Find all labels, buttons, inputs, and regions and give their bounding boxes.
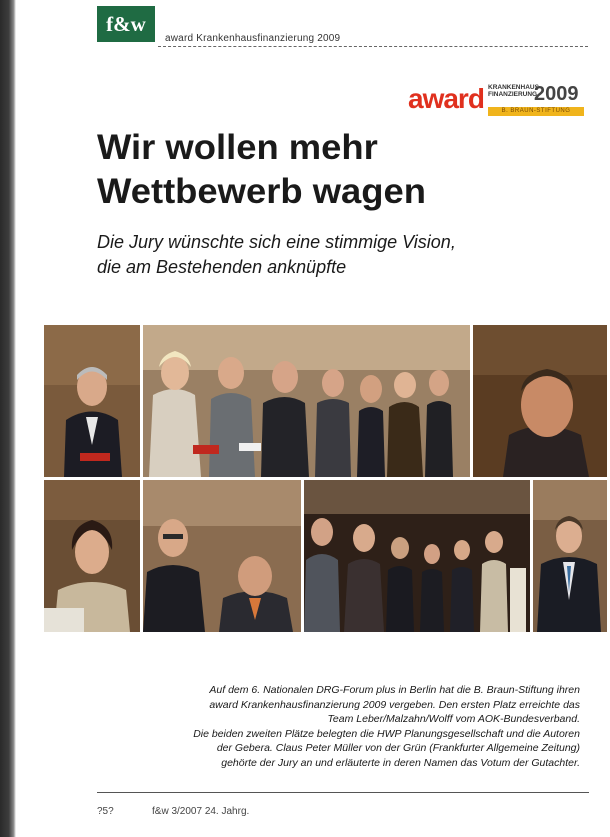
photo-caption: [100, 683, 580, 770]
caption-line-3: Team Leber/Malzahn/Wolff vom AOK-Bundesverband.: [327, 713, 580, 725]
award-badge-subtitle: [488, 84, 539, 98]
award-badge-bar: B. BRAUN-STIFTUNG: [488, 107, 584, 116]
award-badge-line1: KRANKENHAUS: [488, 84, 539, 91]
caption-line-6: gehörte der Jury an und erläuterte in deren Namen das Votum der Gutachter.: [221, 756, 580, 769]
caption-line-1: Auf dem 6. Nationalen DRG-Forum plus in Berlin hat die B. Braun-Stiftung ihren: [209, 684, 580, 696]
publication-info: f&w 3/2007 24. Jahrg.: [152, 806, 250, 817]
fw-logo: f&w: [97, 6, 155, 42]
photo-award-group: [143, 325, 470, 477]
headline-line-1: Wir wollen mehr: [97, 128, 378, 167]
award-badge: [408, 83, 584, 117]
header-rule: [158, 46, 588, 47]
footer-rule: [97, 792, 589, 793]
subheadline-line-1: Die Jury wünschte sich eine stimmige Vision,: [97, 232, 456, 252]
scan-edge: [0, 0, 16, 837]
photo-two-men: [143, 480, 301, 632]
award-badge-line2: FINANZIERUNG: [488, 91, 538, 98]
caption-line-4: Die beiden zweiten Plätze belegten die HWP Planungsgesellschaft und die Autoren: [193, 727, 580, 740]
photo-man-suit: [533, 480, 607, 632]
caption-line-5: der Gebera. Claus Peter Müller von der Grün (Frankfurter Allgemeine Zeitung): [216, 742, 580, 754]
photo-speaker-man: [44, 325, 140, 477]
headline: [97, 126, 596, 214]
award-badge-word: award: [408, 83, 484, 114]
subheadline-line-2: die am Bestehenden anknüpfte: [97, 257, 347, 277]
caption-line-2: award Krankenhausfinanzierung 2009 vergeben. Den ersten Platz erreichte das: [209, 698, 580, 711]
photo-woman-speaker: [44, 480, 140, 632]
subheadline: [97, 230, 577, 280]
headline-line-2: Wettbewerb wagen: [97, 172, 427, 211]
award-badge-year: 2009: [534, 83, 579, 105]
photo-closeup-man: [473, 325, 607, 477]
page-number: ?5?: [97, 806, 114, 817]
running-title: award Krankenhausfinanzierung 2009: [165, 33, 341, 44]
photo-crowd: [304, 480, 530, 632]
